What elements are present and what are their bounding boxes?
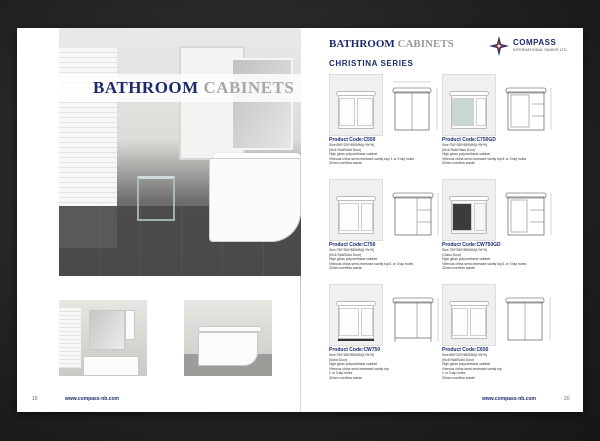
url-left: www.compass-nb.com: [65, 396, 119, 402]
catalog-spread: [17, 28, 583, 412]
product-spec: 32mm overflow waste: [442, 161, 475, 166]
product-spec: Vitreous china semi-recessed vanity top/1 or 3 tap holes: [442, 261, 527, 266]
glass-door: [452, 98, 474, 126]
product-card: [329, 179, 453, 271]
cabinet-door: [339, 203, 359, 231]
product-card: [329, 74, 453, 166]
drawer-column: [361, 308, 373, 336]
glass-shelf: [137, 176, 175, 221]
product-spec: (Kick Rail/Solid Door): [329, 252, 362, 257]
product-spec: Size:750*350*850MM(L*W*H): [329, 353, 375, 357]
product-spec: Size:650*320*850MM(L*W*H): [442, 353, 488, 357]
page-number-right: 20: [564, 396, 570, 402]
thumb-curved-vanity: [198, 332, 258, 366]
product-spec: Vitreous china semi-recessed vanity top/ 1 or 3 tap holes: [329, 156, 415, 161]
product-card: [329, 284, 453, 381]
thumb-side-cabinet: [125, 310, 135, 340]
product-spec: 32mm overflow waste: [329, 161, 362, 166]
product-card: [442, 74, 566, 166]
thumb-mirror: [89, 310, 125, 350]
product-spec: Size:750*350*850MM(L*W*H): [442, 248, 488, 252]
product-spec: 32mm overflow waste: [329, 266, 362, 271]
hero-title-rest: CABINETS: [203, 78, 295, 97]
product-spec: Size:750*350*850MM(L*W*H): [329, 248, 375, 252]
page-number-left: 19: [32, 396, 38, 402]
product-spec: High gloss polyurethane cabinet: [329, 257, 378, 262]
compass-logo: [489, 36, 581, 58]
technical-drawing: [500, 76, 556, 134]
series-title: CHRISTINA SERIES: [329, 59, 414, 68]
product-code: Product Code:C750GD: [442, 137, 496, 143]
cabinet-door: [452, 308, 468, 336]
product-photo: [329, 74, 383, 136]
technical-drawing: [387, 76, 443, 134]
product-photo: [329, 284, 383, 346]
product-code: Product Code:C550: [329, 137, 376, 143]
logo-name: COMPASS: [513, 38, 557, 47]
product-spec: Vitreous china semi-recessed vanity top/1 or 3 tap holes: [442, 156, 527, 161]
hero-title: [93, 78, 294, 98]
product-code: Product Code:C650: [442, 347, 489, 353]
product-spec: Vitreous china semi-recessed vanity top: [442, 366, 502, 371]
product-code: Product Code:CW750: [329, 347, 381, 353]
product-spec: High gloss polyurethane cabinet: [329, 152, 378, 157]
product-spec: Size:550*320*850MM(L*W*H): [329, 143, 375, 147]
product-spec: (Kick Rail/Glass Door): [442, 147, 476, 152]
product-photo: [442, 179, 496, 241]
product-code: Product Code:C750: [329, 242, 376, 248]
hero-photo: [59, 28, 301, 276]
product-spec: 32mm overflow waste: [442, 375, 475, 380]
product-spec: (Glass Door): [442, 252, 462, 257]
thumb-blind: [59, 308, 81, 368]
url-right: www.compass-nb.com: [482, 396, 536, 402]
cabinet-door: [339, 308, 359, 336]
product-spec: 1 or 3 tap holes: [442, 371, 466, 376]
drawer-column: [361, 203, 373, 231]
cabinet-door: [470, 308, 486, 336]
technical-drawing: [387, 286, 443, 344]
compass-rose-icon: [489, 36, 509, 56]
product-spec: High gloss polyurethane cabinet: [442, 257, 491, 262]
hero-title-main: BATHROOM: [93, 78, 199, 97]
drawer-column: [474, 203, 486, 231]
cabinet-door: [339, 98, 355, 126]
drawer-column: [476, 98, 486, 126]
product-photo: [442, 74, 496, 136]
thumbnail-photo-mirror: [59, 300, 147, 376]
product-card: [442, 179, 566, 271]
product-card: [442, 284, 566, 381]
product-spec: High gloss polyurethane cabinet: [329, 362, 378, 367]
product-photo: [442, 284, 496, 346]
thumb-vanity: [83, 356, 139, 376]
product-spec: 32mm overflow waste: [442, 266, 475, 271]
page-title: [329, 38, 454, 50]
vanity-cabinet: [209, 158, 301, 242]
product-spec: High gloss polyurethane cabinet: [442, 152, 491, 157]
product-spec: (Kick Rail/Solid Door): [442, 357, 475, 362]
product-spec: 32mm overflow waste: [329, 375, 362, 380]
product-spec: Vitreous china semi-recessed vanity top: [329, 366, 389, 371]
page-title-rest: CABINETS: [397, 38, 454, 50]
product-spec: 1 or 3 tap holes: [329, 371, 353, 376]
product-spec: (Kick Rail/Solid Door): [329, 147, 362, 152]
product-code: Product Code:CW750GD: [442, 242, 501, 248]
product-photo: [329, 179, 383, 241]
product-spec: (Solid Door): [329, 357, 348, 362]
cabinet-door: [357, 98, 373, 126]
technical-drawing: [500, 286, 556, 344]
glass-door: [452, 203, 472, 231]
thumbnail-photo-vanity: [184, 300, 272, 376]
technical-drawing: [500, 181, 556, 239]
kick-rail: [338, 339, 374, 341]
product-spec: Size:750*350*850MM(L*W*H): [442, 143, 488, 147]
logo-subtitle: INTERNATIONAL SANDIS LTD.: [513, 48, 568, 52]
product-spec: Vitreous china semi-recessed vanity top/1 or 3 tap holes: [329, 261, 414, 266]
product-spec: High gloss polyurethane cabinet: [442, 362, 491, 367]
technical-drawing: [387, 181, 443, 239]
page-title-main: BATHROOM: [329, 38, 395, 50]
wall-mirror: [231, 58, 293, 150]
